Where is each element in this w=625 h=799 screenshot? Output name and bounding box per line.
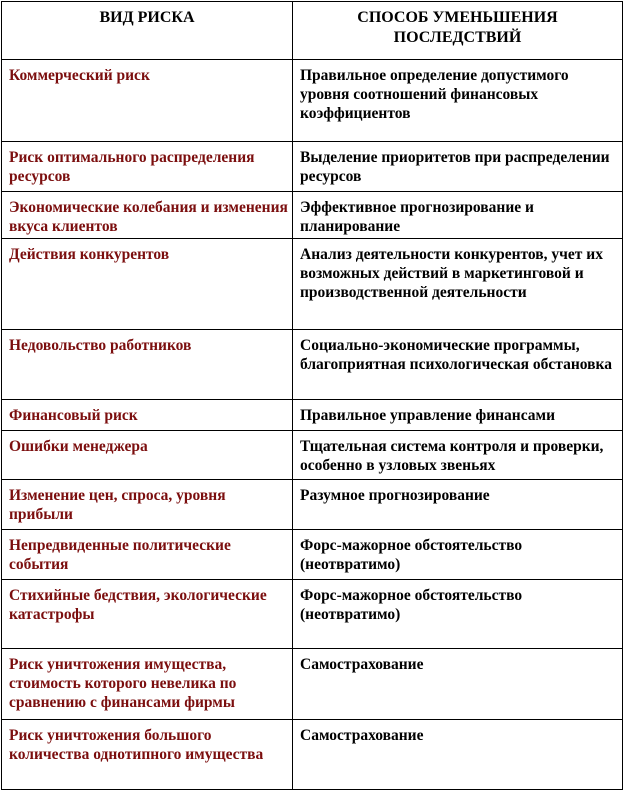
table-row (2, 192, 623, 239)
risk-cell: Непредвиденные политические события (2, 530, 293, 580)
header-row (2, 2, 623, 60)
method-cell: Форс-мажорное обстоятельство (неотвратимо) (293, 580, 623, 649)
table-row (2, 580, 623, 649)
method-cell: Самострахование (293, 720, 623, 790)
risk-cell: Изменение цен, спроса, уровня прибыли (2, 480, 293, 530)
method-cell: Правильное управление финансами (293, 400, 623, 431)
risk-cell: Коммерческий риск (2, 60, 293, 142)
risk-cell: Действия конкурентов (2, 239, 293, 330)
risk-cell: Риск уничтожения имущества, стоимость которого невелика по сравнению с финансами фирмы (2, 649, 293, 720)
risk-cell: Финансовый риск (2, 400, 293, 431)
risk-cell: Стихийные бедствия, экологические катастрофы (2, 580, 293, 649)
method-cell: Эффективное прогнозирование и планирование (293, 192, 623, 239)
method-cell: Самострахование (293, 649, 623, 720)
method-cell: Правильное определение допустимого уровня соотношений финансовых коэффициентов (293, 60, 623, 142)
risk-cell: Экономические колебания и изменения вкуса клиентов (2, 192, 293, 239)
table-row (2, 142, 623, 192)
header-risk-type: ВИД РИСКА (2, 2, 293, 60)
method-cell: Анализ деятельности конкурентов, учет их возможных действий в маркетинговой и производственной деятельности (293, 239, 623, 330)
table-row (2, 530, 623, 580)
risk-cell: Ошибки менеджера (2, 431, 293, 480)
header-mitigation-method: СПОСОБ УМЕНЬШЕНИЯ ПОСЛЕДСТВИЙ (293, 2, 623, 60)
method-cell: Выделение приоритетов при распределении ресурсов (293, 142, 623, 192)
table-row (2, 60, 623, 142)
table-row (2, 400, 623, 431)
table-row (2, 239, 623, 330)
risk-cell: Риск оптимального распределения ресурсов (2, 142, 293, 192)
method-cell: Форс-мажорное обстоятельство (неотвратимо) (293, 530, 623, 580)
method-cell: Разумное прогнозирование (293, 480, 623, 530)
table-row (2, 431, 623, 480)
risk-cell: Риск уничтожения большого количества однотипного имущества (2, 720, 293, 790)
risk-cell: Недовольство работников (2, 330, 293, 400)
method-cell: Тщательная система контроля и проверки, особенно в узловых звеньях (293, 431, 623, 480)
risk-table (1, 1, 623, 790)
table-row (2, 330, 623, 400)
table-row (2, 480, 623, 530)
table-row (2, 649, 623, 720)
table-row (2, 720, 623, 790)
method-cell: Социально-экономические программы, благоприятная психологическая обстановка (293, 330, 623, 400)
